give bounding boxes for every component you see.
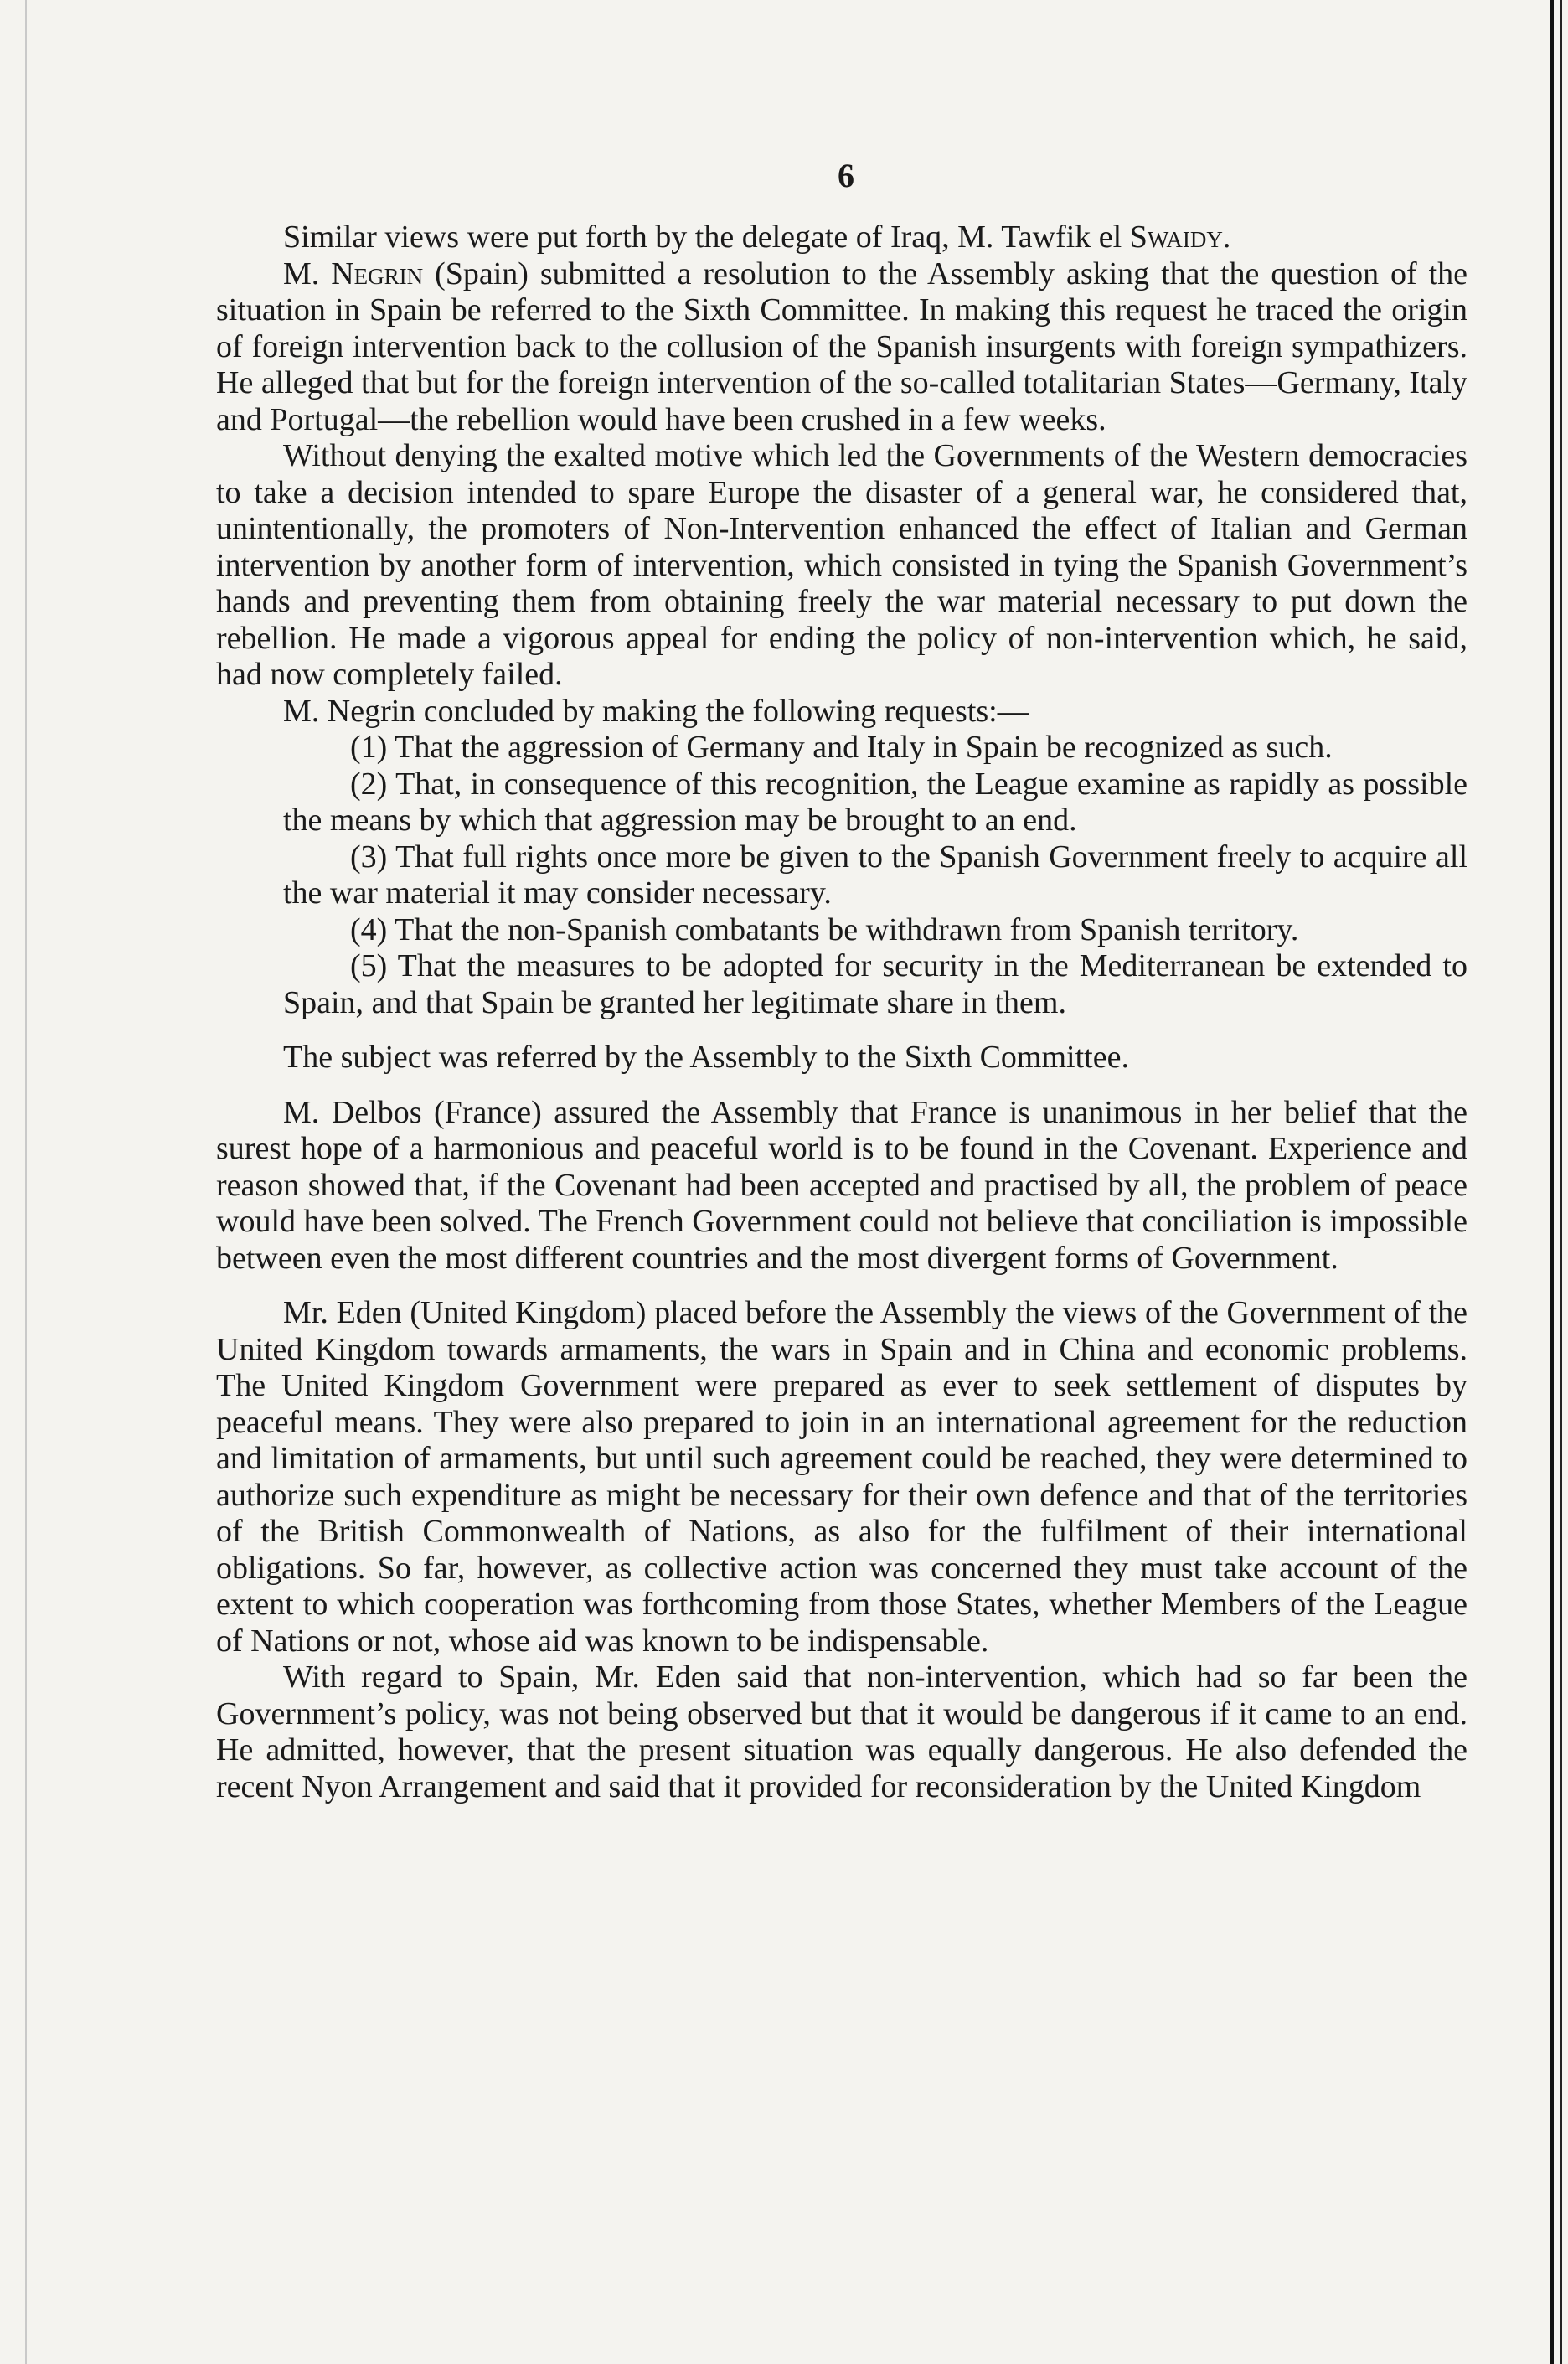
request-item [216, 948, 1467, 1021]
paragraph-text: The subject was referred by the Assembly to the Sixth Committee. [283, 1040, 1129, 1075]
paragraph-text: (5) That the measures to be adopted for security in the Mediterranean be extended to Spain, and that Spain be granted her legitimate share in them. [283, 948, 1467, 1020]
paragraph [216, 1040, 1467, 1076]
paragraph [216, 1659, 1467, 1805]
paragraph-text: Similar views were put forth by the delegate of Iraq, M. Tawfik el [283, 219, 1130, 255]
paragraph [216, 1095, 1467, 1277]
page-left-edge [25, 0, 27, 2364]
paragraph-text: With regard to Spain, Mr. Eden said that non-intervention, which had so far been the Government’s policy, was not being observed but that it would be dangerous if it came to an end. He admitted, however, that the present situation was equally dangerous. He also defended the recent Nyon Arrangement and said that it provided for reconsideration by the United Kingdom [216, 1659, 1467, 1804]
page-number: 6 [838, 157, 854, 194]
paragraph-text: (4) That the non-Spanish combatants be withdrawn from Spanish territory. [350, 911, 1299, 947]
speaker-name: Negrin [331, 255, 424, 292]
paragraph [216, 1295, 1467, 1659]
request-item [216, 912, 1467, 949]
paragraph-text: (1) That the aggression of Germany and Italy in Spain be recognized as such. [350, 730, 1333, 765]
page-right-edge [1541, 0, 1568, 2364]
paragraph [216, 219, 1467, 256]
paragraph [216, 694, 1467, 730]
paragraph [216, 438, 1467, 694]
paragraph [216, 256, 1467, 439]
request-item [216, 730, 1467, 766]
paragraph-text: . [1222, 219, 1231, 255]
document-body [216, 219, 1467, 1805]
paragraph-text: Mr. Eden (United Kingdom) placed before the Assembly the views of the Government of the United Kingdom towards armaments, the wars in Spain and in China and economic problems. The United Kingdom Government were prepared as ever to seek settlement of disputes by peaceful means. They were also prepared to join in an international agreement for the reduction and limitation of armaments, but until such agreement could be reached, they were determined to authorize such expenditure as might be necessary for their own defence and that of the territories of the British Commonwealth of Nations, as also for the fulfilment of their international obligations. So far, however, as collective action was concerned they must take account of the extent to which cooperation was forthcoming from those States, whether Members of the League of Nations or not, whose aid was known to be indispensable. [216, 1295, 1467, 1659]
paragraph-text: M. Negrin concluded by making the following requests:— [283, 693, 1029, 729]
paragraph-text: Without denying the exalted motive which led the Governments of the Western democracies to take a decision intended to spare Europe the disaster of a general war, he considered that, unintentionally, the promoters of Non-Intervention enhanced the effect of Italian and German intervention by another form of intervention, which consisted in tying the Spanish Government’s hands and preventing them from obtaining freely the war material necessary to put down the rebellion. He made a vigorous appeal for ending the policy of non-intervention which, he said, had now completely failed. [216, 438, 1467, 692]
paragraph-text: (3) That full rights once more be given to the Spanish Government freely to acquire all the war material it may consider necessary. [283, 839, 1467, 911]
paragraph-text: M. [283, 255, 332, 292]
request-item [216, 766, 1467, 839]
speaker-name: Swaidy [1129, 219, 1223, 255]
paragraph-text: (Spain) submitted a resolution to the Assembly asking that the question of the situation in Spain be referred to the Sixth Committee. In making this request he traced the origin of foreign intervention back to the collusion of the Spanish insurgents with foreign sympathizers. He alleged that but for the foreign intervention of the so-called totalitarian States—Germany, Italy and Portugal—the rebellion would have been crushed in a few weeks. [216, 255, 1468, 437]
request-item [216, 839, 1467, 912]
paragraph-text: M. Delbos (France) assured the Assembly that France is unanimous in her belief that the surest hope of a harmonious and peaceful world is to be found in the Covenant. Experience and reason showed that, if the Covenant had been accepted and practised by all, the problem of peace would have been solved. The French Government could not believe that conciliation is impossible between even the most different countries and the most divergent forms of Government. [216, 1094, 1467, 1276]
paragraph-text: (2) That, in consequence of this recognition, the League examine as rapidly as possible the means by which that aggression may be brought to an end. [283, 766, 1467, 838]
